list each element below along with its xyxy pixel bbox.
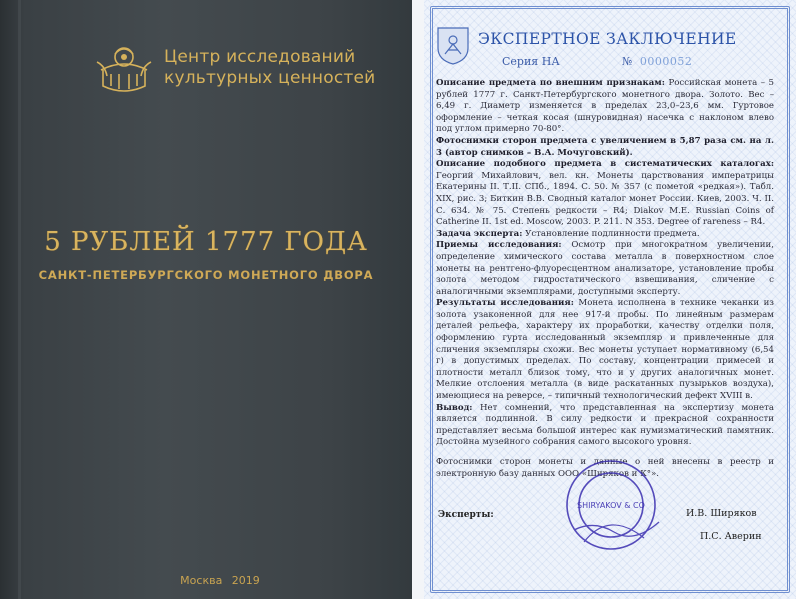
publisher-name (164, 47, 394, 89)
paragraph-catalogs (436, 159, 774, 229)
label-catalogs: Описание подобного предмета в систематических каталогах: (436, 159, 774, 170)
certificate-series: Серия НА (502, 55, 560, 68)
number-sign: № (622, 55, 633, 68)
paragraph-methods (436, 240, 774, 298)
label-description: Описание предмета по внешним признакам: (436, 78, 665, 88)
crest-emblem-icon (93, 40, 155, 95)
text-photos: Фотоснимки сторон предмета с увеличением в 5,87 раза см. на л. 3 (автор снимков – В.А. Мочуговский). (436, 135, 774, 158)
stamp-text: SHIRYAKOV & CO (577, 501, 645, 510)
label-task: Задача эксперта: (436, 228, 523, 239)
paragraph-results (436, 298, 774, 402)
book-subtitle: САНКТ-ПЕТЕРБУРГСКОГО МОНЕТНОГО ДВОРА (38, 268, 374, 282)
page-divider (412, 0, 424, 599)
label-conclusion: Вывод: (436, 402, 473, 413)
publisher-line-1: Центр исследований (164, 47, 356, 67)
company-stamp-icon (554, 450, 669, 560)
label-methods: Приемы исследования: (436, 240, 562, 251)
certificate-body (436, 78, 774, 480)
publisher-line-2: культурных ценностей (164, 68, 376, 88)
paragraph-conclusion (436, 403, 774, 449)
experts-label: Эксперты: (438, 510, 494, 520)
text-results: Монета исполнена в технике чеканки из золота узаконенной для нее 917-й пробы. По линейным размерам деталей рельефа, характеру их проработки, качеству отделки поля, оформлению гурта исследованный экземпляр и привлеченные для сличения экземпляры схожи. Вес монеты уступает нормативному (6,54 г) в допустимых пределах. По составу, концентрации примесей и плотности металл близок тому, что и у других аналогичных монет. Мелкие отслоения металла (в виде раскатанных пузырьков воздуха), имеющиеся на реверсе, – типичный технологический дефект XVIII в. (436, 298, 774, 402)
text-registry: Фотоснимки сторон монеты и данные о ней внесены в реестр и электронную базу данных ООО «Ширяков и К°». (436, 457, 774, 479)
moscow-coat-of-arms-icon (436, 26, 470, 66)
text-catalogs: Георгий Михайлович, вел. кн. Монеты царствования императрицы Екатерины II. Т.II. СПб., 1894. С. 50. № 357 (с пометой «редкая»). Табл. XIX, рис. 3; Биткин В.В. Сводный каталог монет России. Киев, 2003. Ч. II. С. 634. № 75. Степень редкости – R4; Diakov M.E. Russian Coins of Catherine II. 1st ed. Moscow, 2003. P. 211. N 353. Degree of rareness – R4. (436, 170, 774, 228)
paragraph-description (436, 78, 774, 136)
certificate-heading: ЭКСПЕРТНОЕ ЗАКЛЮЧЕНИЕ (478, 30, 737, 48)
book-imprint: Москва 2019 (180, 574, 260, 587)
text-conclusion: Нет сомнений, что представленная на экспертизу монета является подлинной. В силу редкости и прекрасной сохранности представляет весьма большой интерес как нумизматический памятник. Достойна музейного собрания самого высокого уровня. (436, 402, 774, 448)
text-methods: Осмотр при многократном увеличении, определение химического состава металла в поверхностном слое монеты на рентгено-флуоресцентном анализаторе, установление пробы золота методом гидростатического взвешивания, сличение с аналогичными экземплярами, доступными эксперту. (436, 240, 774, 297)
text-description: Российская монета – 5 рублей 1777 г. Санкт-Петербургского монетного двора. Золото. Вес – 6,49 г. Диаметр изменяется в пределах 23,0–23,6 мм. Гуртовое оформление – четкая косая (шнуровидная) насечка с наклоном влево под углом примерно 70-80°. (436, 78, 774, 135)
paragraph-task (436, 229, 774, 241)
paragraph-photos (436, 136, 774, 159)
book-title: 5 РУБЛЕЙ 1777 ГОДА (44, 227, 368, 257)
expert-certificate (424, 0, 796, 599)
label-results: Результаты исследования: (436, 298, 574, 309)
number-value: 0000052 (639, 55, 693, 68)
certificate-number (622, 55, 692, 68)
expert-name-1: И.В. Ширяков (686, 508, 757, 519)
expert-name-2: П.С. Аверин (700, 531, 762, 542)
text-task: Установление подлинности предмета. (522, 228, 700, 239)
